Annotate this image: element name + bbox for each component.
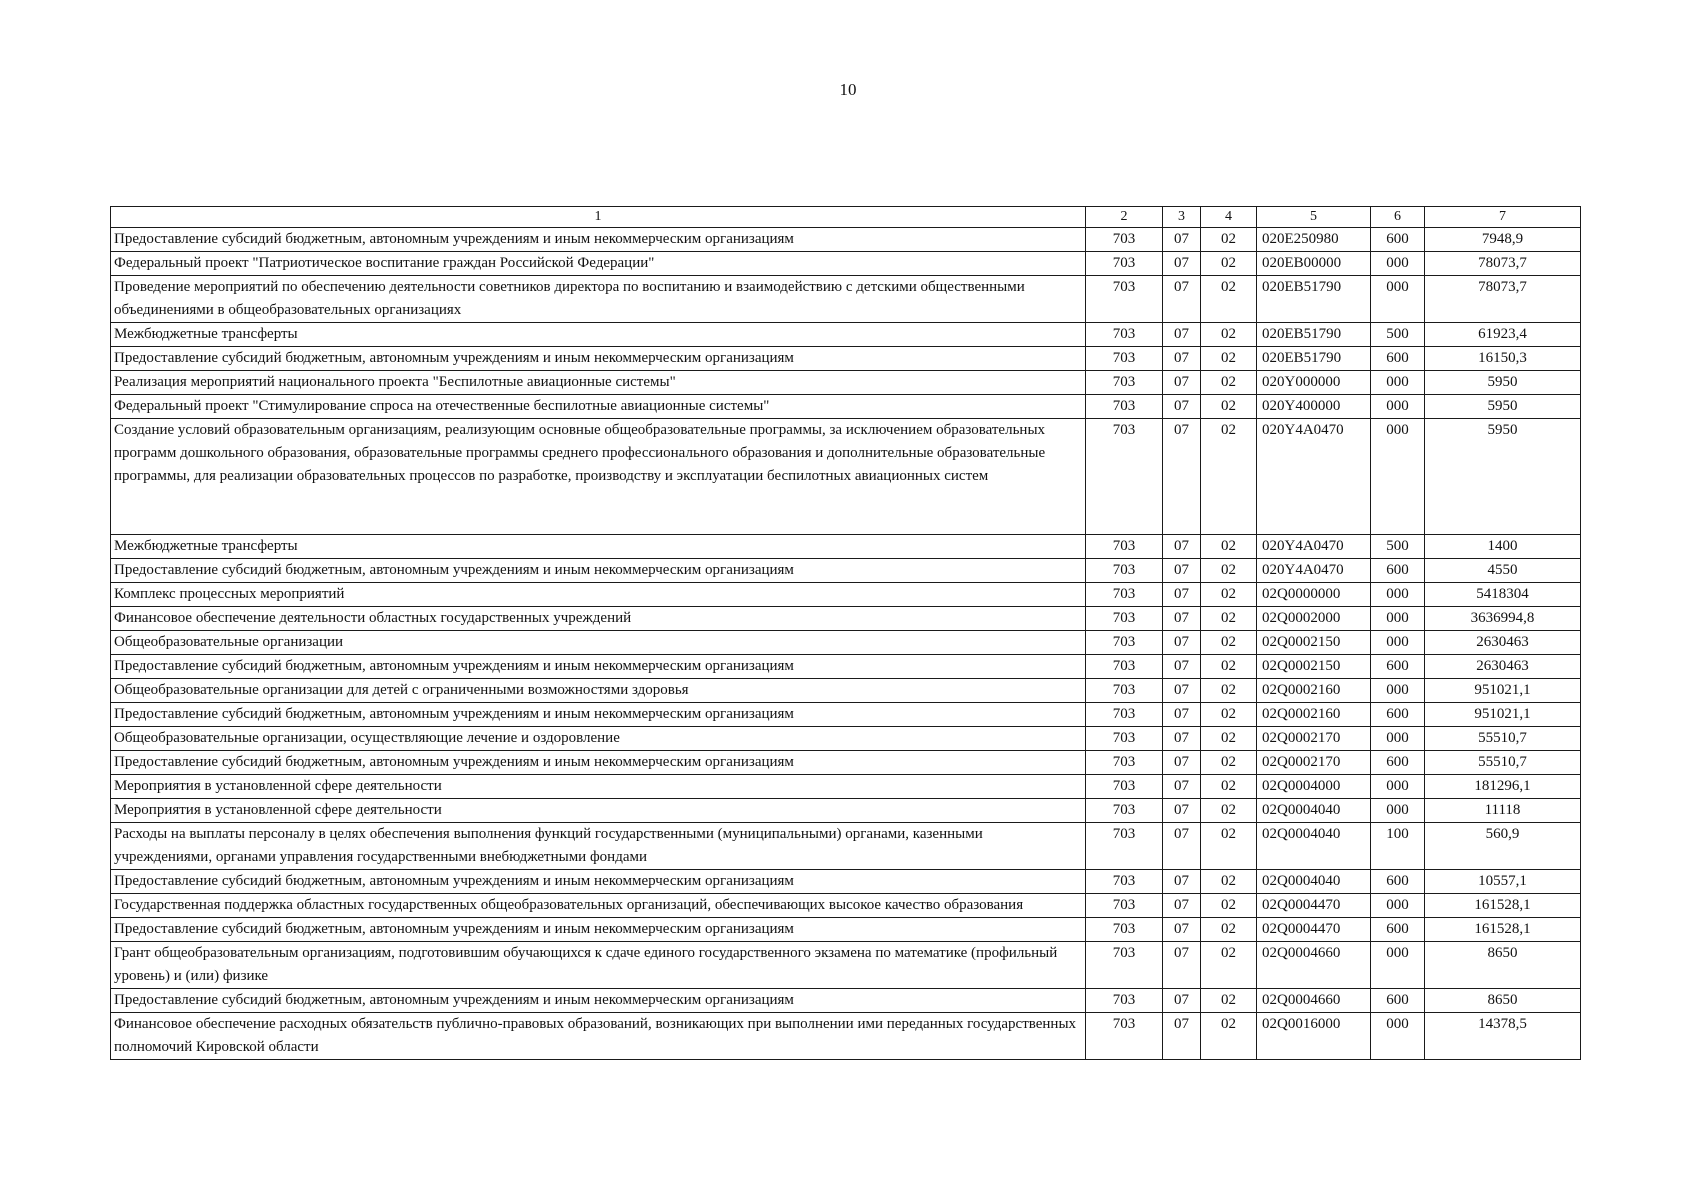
cell-ministry: 703 (1086, 942, 1163, 989)
cell-ministry: 703 (1086, 799, 1163, 823)
cell-ministry: 703 (1086, 535, 1163, 559)
table-row (111, 535, 1581, 559)
cell-expense-type: 000 (1371, 679, 1425, 703)
cell-expense-type: 000 (1371, 371, 1425, 395)
cell-section: 07 (1163, 727, 1201, 751)
row-name: Предоставление субсидий бюджетным, автономным учреждениям и иным некоммерческим организациям (111, 347, 1086, 371)
cell-section: 07 (1163, 419, 1201, 535)
cell-amount: 2630463 (1425, 631, 1581, 655)
cell-subsection: 02 (1201, 1013, 1257, 1060)
cell-subsection: 02 (1201, 607, 1257, 631)
cell-section: 07 (1163, 799, 1201, 823)
cell-section: 07 (1163, 775, 1201, 799)
table-row (111, 631, 1581, 655)
cell-expense-type: 100 (1371, 823, 1425, 870)
cell-target-article: 02Q0004040 (1257, 823, 1371, 870)
cell-subsection: 02 (1201, 419, 1257, 535)
cell-section: 07 (1163, 395, 1201, 419)
cell-section: 07 (1163, 823, 1201, 870)
cell-target-article: 02Q0002170 (1257, 727, 1371, 751)
cell-amount: 951021,1 (1425, 679, 1581, 703)
cell-amount: 16150,3 (1425, 347, 1581, 371)
cell-subsection: 02 (1201, 583, 1257, 607)
cell-ministry: 703 (1086, 395, 1163, 419)
row-name: Межбюджетные трансферты (111, 535, 1086, 559)
cell-expense-type: 000 (1371, 775, 1425, 799)
cell-subsection: 02 (1201, 631, 1257, 655)
cell-amount: 5418304 (1425, 583, 1581, 607)
column-header: 1 (111, 207, 1086, 228)
table-row (111, 823, 1581, 870)
cell-target-article: 020EB51790 (1257, 347, 1371, 371)
cell-section: 07 (1163, 870, 1201, 894)
table-row (111, 419, 1581, 535)
row-name: Федеральный проект "Стимулирование спроса на отечественные беспилотные авиационные системы" (111, 395, 1086, 419)
cell-section: 07 (1163, 371, 1201, 395)
budget-table (110, 206, 1581, 1060)
cell-expense-type: 000 (1371, 942, 1425, 989)
column-header: 3 (1163, 207, 1201, 228)
row-name: Расходы на выплаты персоналу в целях обеспечения выполнения функций государственными (муниципальными) органами, казенными учреждениями, органами управления государственными внебюджетными фондами (111, 823, 1086, 870)
cell-amount: 3636994,8 (1425, 607, 1581, 631)
cell-amount: 2630463 (1425, 655, 1581, 679)
cell-expense-type: 600 (1371, 703, 1425, 727)
cell-subsection: 02 (1201, 395, 1257, 419)
cell-section: 07 (1163, 989, 1201, 1013)
cell-target-article: 020EB00000 (1257, 252, 1371, 276)
cell-ministry: 703 (1086, 252, 1163, 276)
table-row (111, 228, 1581, 252)
cell-ministry: 703 (1086, 228, 1163, 252)
cell-expense-type: 000 (1371, 894, 1425, 918)
cell-target-article: 02Q0004470 (1257, 918, 1371, 942)
row-name: Предоставление субсидий бюджетным, автономным учреждениям и иным некоммерческим организациям (111, 751, 1086, 775)
cell-subsection: 02 (1201, 727, 1257, 751)
cell-amount: 61923,4 (1425, 323, 1581, 347)
cell-expense-type: 000 (1371, 395, 1425, 419)
cell-subsection: 02 (1201, 535, 1257, 559)
cell-amount: 78073,7 (1425, 252, 1581, 276)
cell-ministry: 703 (1086, 419, 1163, 535)
cell-amount: 55510,7 (1425, 727, 1581, 751)
row-name: Создание условий образовательным организациям, реализующим основные общеобразовательные программы, за исключением образовательных программ дошкольного образования, образовательные программы среднего профессионального образования и дополнительные образовательные программы, для реализации образовательных процессов по разработке, производству и эксплуатации беспилотных авиационных систем (111, 419, 1086, 535)
cell-ministry: 703 (1086, 655, 1163, 679)
cell-amount: 161528,1 (1425, 894, 1581, 918)
cell-section: 07 (1163, 1013, 1201, 1060)
cell-ministry: 703 (1086, 727, 1163, 751)
row-name: Предоставление субсидий бюджетным, автономным учреждениям и иным некоммерческим организациям (111, 918, 1086, 942)
cell-section: 07 (1163, 607, 1201, 631)
cell-section: 07 (1163, 703, 1201, 727)
cell-target-article: 02Q0002000 (1257, 607, 1371, 631)
cell-expense-type: 500 (1371, 323, 1425, 347)
cell-target-article: 020Y4A0470 (1257, 559, 1371, 583)
cell-subsection: 02 (1201, 799, 1257, 823)
cell-target-article: 02Q0002160 (1257, 679, 1371, 703)
cell-amount: 1400 (1425, 535, 1581, 559)
cell-section: 07 (1163, 228, 1201, 252)
table-row (111, 607, 1581, 631)
cell-section: 07 (1163, 252, 1201, 276)
cell-ministry: 703 (1086, 989, 1163, 1013)
cell-amount: 8650 (1425, 989, 1581, 1013)
row-name: Предоставление субсидий бюджетным, автономным учреждениям и иным некоммерческим организациям (111, 703, 1086, 727)
cell-expense-type: 000 (1371, 607, 1425, 631)
cell-ministry: 703 (1086, 870, 1163, 894)
cell-section: 07 (1163, 655, 1201, 679)
cell-ministry: 703 (1086, 751, 1163, 775)
row-name: Финансовое обеспечение расходных обязательств публично-правовых образований, возникающих при выполнении ими переданных государственных полномочий Кировской области (111, 1013, 1086, 1060)
cell-section: 07 (1163, 559, 1201, 583)
cell-target-article: 02Q0002150 (1257, 631, 1371, 655)
table-row (111, 252, 1581, 276)
cell-target-article: 020E250980 (1257, 228, 1371, 252)
row-name: Общеобразовательные организации (111, 631, 1086, 655)
table-row (111, 1013, 1581, 1060)
cell-target-article: 020Y400000 (1257, 395, 1371, 419)
cell-section: 07 (1163, 347, 1201, 371)
column-header: 5 (1257, 207, 1371, 228)
row-name: Реализация мероприятий национального проекта "Беспилотные авиационные системы" (111, 371, 1086, 395)
cell-target-article: 02Q0004660 (1257, 942, 1371, 989)
row-name: Предоставление субсидий бюджетным, автономным учреждениям и иным некоммерческим организациям (111, 870, 1086, 894)
cell-target-article: 020EB51790 (1257, 323, 1371, 347)
cell-amount: 14378,5 (1425, 1013, 1581, 1060)
cell-target-article: 02Q0004470 (1257, 894, 1371, 918)
cell-target-article: 02Q0002170 (1257, 751, 1371, 775)
row-name: Общеобразовательные организации для детей с ограниченными возможностями здоровья (111, 679, 1086, 703)
row-name: Предоставление субсидий бюджетным, автономным учреждениям и иным некоммерческим организациям (111, 655, 1086, 679)
cell-amount: 5950 (1425, 395, 1581, 419)
cell-section: 07 (1163, 535, 1201, 559)
cell-subsection: 02 (1201, 894, 1257, 918)
cell-subsection: 02 (1201, 347, 1257, 371)
row-name: Предоставление субсидий бюджетным, автономным учреждениям и иным некоммерческим организациям (111, 559, 1086, 583)
table-row (111, 583, 1581, 607)
cell-subsection: 02 (1201, 655, 1257, 679)
cell-section: 07 (1163, 918, 1201, 942)
cell-ministry: 703 (1086, 918, 1163, 942)
cell-subsection: 02 (1201, 870, 1257, 894)
row-name: Предоставление субсидий бюджетным, автономным учреждениям и иным некоммерческим организациям (111, 228, 1086, 252)
row-name: Проведение мероприятий по обеспечению деятельности советников директора по воспитанию и взаимодействию с детскими общественными объединениями в общеобразовательных организациях (111, 276, 1086, 323)
cell-target-article: 020Y4A0470 (1257, 419, 1371, 535)
cell-amount: 181296,1 (1425, 775, 1581, 799)
cell-amount: 55510,7 (1425, 751, 1581, 775)
cell-ministry: 703 (1086, 775, 1163, 799)
table-row (111, 727, 1581, 751)
cell-ministry: 703 (1086, 371, 1163, 395)
cell-expense-type: 600 (1371, 870, 1425, 894)
cell-amount: 8650 (1425, 942, 1581, 989)
row-name: Грант общеобразовательным организациям, подготовившим обучающихся к сдаче единого государственного экзамена по математике (профильный уровень) и (или) физике (111, 942, 1086, 989)
table-row (111, 371, 1581, 395)
cell-section: 07 (1163, 679, 1201, 703)
table-row (111, 989, 1581, 1013)
table-row (111, 942, 1581, 989)
cell-subsection: 02 (1201, 775, 1257, 799)
row-name: Предоставление субсидий бюджетным, автономным учреждениям и иным некоммерческим организациям (111, 989, 1086, 1013)
cell-subsection: 02 (1201, 942, 1257, 989)
cell-expense-type: 000 (1371, 631, 1425, 655)
cell-section: 07 (1163, 894, 1201, 918)
cell-section: 07 (1163, 583, 1201, 607)
row-name: Межбюджетные трансферты (111, 323, 1086, 347)
column-header: 2 (1086, 207, 1163, 228)
cell-expense-type: 500 (1371, 535, 1425, 559)
row-name: Государственная поддержка областных государственных общеобразовательных организаций, обеспечивающих высокое качество образования (111, 894, 1086, 918)
cell-expense-type: 600 (1371, 751, 1425, 775)
cell-expense-type: 000 (1371, 1013, 1425, 1060)
cell-amount: 11118 (1425, 799, 1581, 823)
row-name: Мероприятия в установленной сфере деятельности (111, 799, 1086, 823)
cell-subsection: 02 (1201, 679, 1257, 703)
cell-ministry: 703 (1086, 559, 1163, 583)
cell-expense-type: 600 (1371, 228, 1425, 252)
table-row (111, 799, 1581, 823)
cell-target-article: 02Q0004660 (1257, 989, 1371, 1013)
cell-amount: 78073,7 (1425, 276, 1581, 323)
cell-subsection: 02 (1201, 371, 1257, 395)
table-row (111, 918, 1581, 942)
cell-expense-type: 000 (1371, 252, 1425, 276)
cell-target-article: 02Q0004000 (1257, 775, 1371, 799)
column-header: 4 (1201, 207, 1257, 228)
cell-expense-type: 000 (1371, 799, 1425, 823)
cell-expense-type: 600 (1371, 989, 1425, 1013)
cell-ministry: 703 (1086, 323, 1163, 347)
cell-subsection: 02 (1201, 751, 1257, 775)
cell-subsection: 02 (1201, 823, 1257, 870)
cell-expense-type: 000 (1371, 583, 1425, 607)
table-row (111, 347, 1581, 371)
cell-amount: 560,9 (1425, 823, 1581, 870)
cell-subsection: 02 (1201, 323, 1257, 347)
cell-subsection: 02 (1201, 918, 1257, 942)
cell-target-article: 02Q0000000 (1257, 583, 1371, 607)
cell-section: 07 (1163, 751, 1201, 775)
cell-subsection: 02 (1201, 252, 1257, 276)
cell-subsection: 02 (1201, 228, 1257, 252)
cell-target-article: 020Y000000 (1257, 371, 1371, 395)
row-name: Финансовое обеспечение деятельности областных государственных учреждений (111, 607, 1086, 631)
cell-section: 07 (1163, 323, 1201, 347)
cell-target-article: 02Q0004040 (1257, 870, 1371, 894)
cell-target-article: 020Y4A0470 (1257, 535, 1371, 559)
cell-ministry: 703 (1086, 347, 1163, 371)
cell-expense-type: 000 (1371, 419, 1425, 535)
table-row (111, 894, 1581, 918)
table-row (111, 323, 1581, 347)
cell-subsection: 02 (1201, 559, 1257, 583)
table-row (111, 655, 1581, 679)
table-row (111, 679, 1581, 703)
cell-expense-type: 000 (1371, 276, 1425, 323)
table-row (111, 395, 1581, 419)
row-name: Общеобразовательные организации, осуществляющие лечение и оздоровление (111, 727, 1086, 751)
cell-amount: 951021,1 (1425, 703, 1581, 727)
cell-expense-type: 600 (1371, 655, 1425, 679)
row-name: Федеральный проект "Патриотическое воспитание граждан Российской Федерации" (111, 252, 1086, 276)
page-number: 10 (839, 80, 857, 99)
cell-section: 07 (1163, 276, 1201, 323)
table-row (111, 703, 1581, 727)
cell-ministry: 703 (1086, 276, 1163, 323)
table-row (111, 276, 1581, 323)
column-header: 6 (1371, 207, 1425, 228)
cell-ministry: 703 (1086, 894, 1163, 918)
cell-target-article: 02Q0004040 (1257, 799, 1371, 823)
cell-ministry: 703 (1086, 679, 1163, 703)
cell-section: 07 (1163, 942, 1201, 989)
row-name: Мероприятия в установленной сфере деятельности (111, 775, 1086, 799)
column-header: 7 (1425, 207, 1581, 228)
cell-target-article: 02Q0002150 (1257, 655, 1371, 679)
table-row (111, 751, 1581, 775)
cell-target-article: 02Q0016000 (1257, 1013, 1371, 1060)
cell-expense-type: 600 (1371, 347, 1425, 371)
cell-section: 07 (1163, 631, 1201, 655)
cell-amount: 4550 (1425, 559, 1581, 583)
cell-expense-type: 600 (1371, 559, 1425, 583)
row-name: Комплекс процессных мероприятий (111, 583, 1086, 607)
cell-ministry: 703 (1086, 583, 1163, 607)
cell-ministry: 703 (1086, 631, 1163, 655)
cell-ministry: 703 (1086, 823, 1163, 870)
cell-expense-type: 600 (1371, 918, 1425, 942)
cell-target-article: 020EB51790 (1257, 276, 1371, 323)
cell-ministry: 703 (1086, 703, 1163, 727)
table-row (111, 870, 1581, 894)
cell-ministry: 703 (1086, 607, 1163, 631)
cell-amount: 10557,1 (1425, 870, 1581, 894)
header-row (111, 207, 1581, 228)
cell-amount: 161528,1 (1425, 918, 1581, 942)
cell-amount: 5950 (1425, 371, 1581, 395)
cell-expense-type: 000 (1371, 727, 1425, 751)
cell-target-article: 02Q0002160 (1257, 703, 1371, 727)
cell-subsection: 02 (1201, 276, 1257, 323)
cell-subsection: 02 (1201, 703, 1257, 727)
cell-subsection: 02 (1201, 989, 1257, 1013)
cell-amount: 7948,9 (1425, 228, 1581, 252)
cell-amount: 5950 (1425, 419, 1581, 535)
cell-ministry: 703 (1086, 1013, 1163, 1060)
table-row (111, 775, 1581, 799)
table-row (111, 559, 1581, 583)
